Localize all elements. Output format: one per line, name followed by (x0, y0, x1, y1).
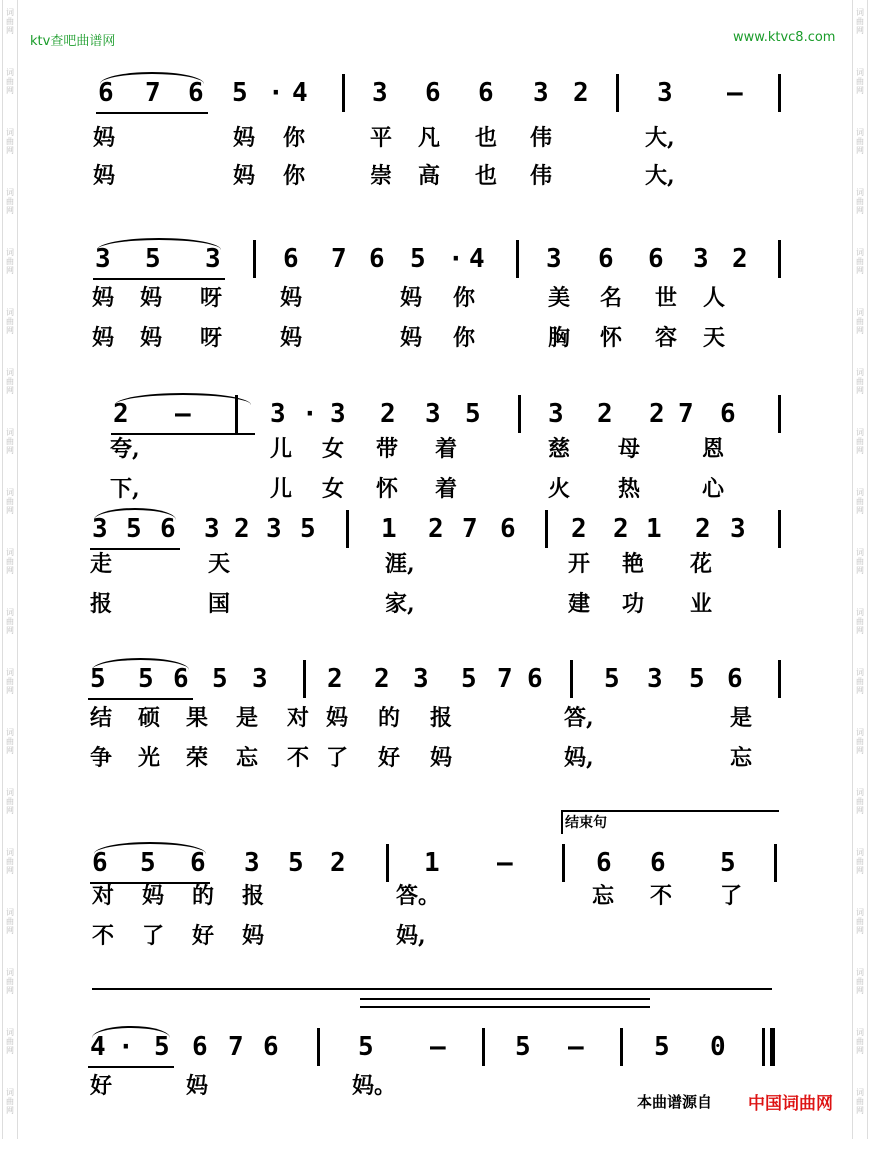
note: 5 (138, 664, 154, 694)
barline (778, 660, 781, 698)
lyric-verse-2: 妈 (242, 923, 265, 949)
note: 2 (113, 399, 129, 429)
site-url-right: www.ktvc8.com (733, 30, 836, 45)
lyric-verse-2: 你 (283, 163, 306, 189)
notes-line (0, 508, 869, 552)
lyric-verse-1: 不 (650, 883, 673, 909)
watermark-text: 词 曲 网 (856, 248, 864, 275)
lyric-verse-2: 妈 (400, 325, 423, 351)
barline (570, 660, 573, 698)
note: 1 (381, 514, 397, 544)
lyric-verse-1: 对 (287, 705, 310, 731)
note: 5 (126, 514, 142, 544)
note: 5 (232, 78, 248, 108)
augmentation-dot: · (302, 399, 318, 429)
watermark-text: 词 曲 网 (6, 188, 14, 215)
note: 6 (650, 848, 666, 878)
note: 7 (497, 664, 513, 694)
note: 2 (732, 244, 748, 274)
note: 3 (693, 244, 709, 274)
slur (97, 238, 221, 250)
watermark-text: 词 曲 网 (856, 788, 864, 815)
note: 6 (478, 78, 494, 108)
lyric-verse-1: 答, (564, 705, 594, 731)
watermark-text: 词 曲 网 (6, 608, 14, 635)
note: 2 (380, 399, 396, 429)
watermark-text: 词 曲 网 (6, 788, 14, 815)
source-label: 本曲谱源自 (637, 1093, 713, 1111)
lyric-verse-1: 妈 (142, 883, 165, 909)
lyric-verse-1: 妈 (326, 705, 349, 731)
watermark-text: 词 曲 网 (6, 248, 14, 275)
barline (386, 844, 389, 882)
lyric-verse-1: 是 (236, 705, 259, 731)
score-row (0, 393, 869, 525)
note: 3 (266, 514, 282, 544)
sustain-line (360, 998, 650, 1000)
lyric-verse-2: 妈, (396, 923, 426, 949)
lyric-verse-1: 艳 (622, 551, 645, 577)
note: 3 (205, 244, 221, 274)
source-site: 中国词曲网 (748, 1094, 833, 1114)
note: 6 (500, 514, 516, 544)
lyric-verse-1: 恩 (702, 436, 725, 462)
watermark-text: 词 曲 网 (856, 668, 864, 695)
lyric-verse-2: 妈 (92, 325, 115, 351)
note: 3 (425, 399, 441, 429)
augmentation-dot: · (268, 78, 284, 108)
lyric-verse-1: 夸, (110, 436, 140, 462)
barline (516, 240, 519, 278)
lyric-verse-2: 心 (702, 476, 725, 502)
lyric-verse-1: 的 (378, 705, 401, 731)
note: 5 (604, 664, 620, 694)
lyric-verse-2: 下, (110, 476, 140, 502)
note: 5 (140, 848, 156, 878)
barline (778, 74, 781, 112)
note: 6 (369, 244, 385, 274)
notes-line (0, 842, 869, 886)
note: 3 (244, 848, 260, 878)
beam-underline (96, 112, 208, 114)
barline (562, 844, 565, 882)
lyric-verse-1: 硕 (138, 705, 161, 731)
watermark-text: 词 曲 网 (6, 1028, 14, 1055)
beam-underline (90, 548, 180, 550)
note: 5 (145, 244, 161, 274)
barline (482, 1028, 485, 1066)
lyric-verse-1: 好 (90, 1073, 113, 1099)
slur (94, 842, 206, 854)
score-row (0, 1026, 869, 1158)
lyric-verse-1: 儿 (270, 436, 293, 462)
watermark-text: 词 曲 网 (6, 68, 14, 95)
note: 5 (410, 244, 426, 274)
note: 5 (154, 1032, 170, 1062)
note: 3 (548, 399, 564, 429)
lyric-verse-1: 的 (192, 883, 215, 909)
lyric-verse-1: 平 (370, 125, 393, 151)
notes-line (0, 1026, 869, 1070)
lyric-verse-2: 业 (690, 591, 713, 617)
watermark-text: 词 曲 网 (6, 8, 14, 35)
lyric-verse-1: 走 (90, 551, 113, 577)
note: 2 (234, 514, 250, 544)
slur (92, 658, 189, 670)
lyric-verse-2: 女 (322, 476, 345, 502)
lyric-verse-2: 建 (568, 591, 591, 617)
lyric-verse-2: 容 (655, 325, 678, 351)
lyric-verse-1: 报 (242, 883, 265, 909)
lyric-verse-2: 儿 (270, 476, 293, 502)
note: 6 (190, 848, 206, 878)
lyric-verse-1: 结 (90, 705, 113, 731)
beam-underline (111, 433, 255, 435)
extension-dash: — (727, 78, 743, 108)
lyric-verse-1: 也 (475, 125, 498, 151)
note: 1 (424, 848, 440, 878)
note: 3 (252, 664, 268, 694)
note: 3 (546, 244, 562, 274)
sustain-line (360, 1006, 650, 1008)
watermark-text: 词 曲 网 (856, 908, 864, 935)
barline (545, 510, 548, 548)
slur (100, 72, 204, 84)
lyric-verse-2: 妈 (140, 325, 163, 351)
note: 4 (90, 1032, 106, 1062)
note: 6 (98, 78, 114, 108)
note: 3 (372, 78, 388, 108)
lyric-verse-2: 了 (326, 745, 349, 771)
lyric-verse-2: 争 (90, 745, 113, 771)
watermark-text: 词 曲 网 (6, 848, 14, 875)
note: 0 (710, 1032, 726, 1062)
note: 3 (95, 244, 111, 274)
score-row (0, 508, 869, 640)
lyric-verse-1: 凡 (418, 125, 441, 151)
lyric-verse-2: 也 (475, 163, 498, 189)
note: 4 (469, 244, 485, 274)
note: 3 (92, 514, 108, 544)
beam-underline (93, 278, 225, 280)
watermark-text: 词 曲 网 (6, 908, 14, 935)
lyric-verse-2: 火 (548, 476, 571, 502)
score-row (0, 72, 869, 204)
watermark-text: 词 曲 网 (856, 488, 864, 515)
extension-dash: — (430, 1032, 446, 1062)
lyric-verse-2: 荣 (186, 745, 209, 771)
watermark-text: 词 曲 网 (856, 968, 864, 995)
watermark-text: 词 曲 网 (856, 728, 864, 755)
watermark-text: 词 曲 网 (856, 548, 864, 575)
augmentation-dot: · (448, 244, 464, 274)
lyric-verse-2: 家, (385, 591, 415, 617)
final-barline-thick (770, 1028, 775, 1066)
lyric-verse-2: 热 (618, 476, 641, 502)
lyric-verse-1: 对 (92, 883, 115, 909)
lyric-verse-1: 妈 (140, 285, 163, 311)
lyric-verse-1: 伟 (530, 125, 553, 151)
lyric-verse-1: 妈 (400, 285, 423, 311)
watermark-text: 词 曲 网 (856, 308, 864, 335)
lyric-verse-2: 妈 (430, 745, 453, 771)
note: 6 (648, 244, 664, 274)
note: 6 (160, 514, 176, 544)
lyric-verse-2: 忘 (730, 745, 753, 771)
watermark-text: 词 曲 网 (6, 968, 14, 995)
note: 6 (598, 244, 614, 274)
final-barline-thin (762, 1028, 765, 1066)
extension-dash: — (175, 399, 191, 429)
note: 3 (330, 399, 346, 429)
lyric-verse-1: 了 (720, 883, 743, 909)
score-row (0, 238, 869, 370)
ending-label: 结束句 (565, 815, 607, 831)
note: 3 (730, 514, 746, 544)
watermark-text: 词 曲 网 (856, 128, 864, 155)
note: 6 (425, 78, 441, 108)
lyric-verse-1: 慈 (548, 436, 571, 462)
lyric-verse-2: 天 (703, 325, 726, 351)
note: 7 (331, 244, 347, 274)
barline (317, 1028, 320, 1066)
note: 5 (212, 664, 228, 694)
lyric-verse-1: 妈 (186, 1073, 209, 1099)
lyric-verse-1: 名 (600, 285, 623, 311)
watermark-text: 词 曲 网 (856, 848, 864, 875)
lyric-verse-2: 胸 (548, 325, 571, 351)
lyric-verse-2: 报 (90, 591, 113, 617)
note: 2 (330, 848, 346, 878)
lyric-verse-2: 妈, (564, 745, 594, 771)
barline (616, 74, 619, 112)
note: 3 (204, 514, 220, 544)
lyric-verse-1: 大, (645, 125, 675, 151)
watermark-text: 词 曲 网 (6, 308, 14, 335)
lyric-verse-1: 带 (376, 436, 399, 462)
barline (518, 395, 521, 433)
barline (774, 844, 777, 882)
lyric-verse-1: 开 (568, 551, 591, 577)
note: 6 (192, 1032, 208, 1062)
lyric-verse-1: 花 (690, 551, 713, 577)
note: 5 (465, 399, 481, 429)
watermark-text: 词 曲 网 (6, 1088, 14, 1115)
note: 6 (188, 78, 204, 108)
lyric-verse-1: 是 (730, 705, 753, 731)
barline (778, 395, 781, 433)
barline (346, 510, 349, 548)
lyric-verse-1: 世 (655, 285, 678, 311)
watermark-text: 词 曲 网 (856, 608, 864, 635)
watermark-text: 词 曲 网 (6, 488, 14, 515)
note: 5 (90, 664, 106, 694)
watermark-text: 词 曲 网 (6, 728, 14, 755)
lyric-verse-1: 女 (322, 436, 345, 462)
note: 5 (654, 1032, 670, 1062)
barline (342, 74, 345, 112)
note: 5 (720, 848, 736, 878)
note: 7 (228, 1032, 244, 1062)
lyric-verse-2: 好 (378, 745, 401, 771)
lyric-verse-1: 报 (430, 705, 453, 731)
note: 2 (374, 664, 390, 694)
barline (778, 510, 781, 548)
note: 3 (270, 399, 286, 429)
slur (94, 508, 176, 520)
note: 6 (596, 848, 612, 878)
lyric-verse-1: 美 (548, 285, 571, 311)
note: 7 (678, 399, 694, 429)
note: 6 (263, 1032, 279, 1062)
watermark-text: 词 曲 网 (6, 428, 14, 455)
note: 3 (413, 664, 429, 694)
lyric-verse-1: 你 (453, 285, 476, 311)
lyric-verse-2: 伟 (530, 163, 553, 189)
lyric-verse-1: 妈 (280, 285, 303, 311)
augmentation-dot: · (118, 1032, 134, 1062)
notes-line (0, 72, 869, 116)
lyric-verse-2: 怀 (376, 476, 399, 502)
note: 5 (288, 848, 304, 878)
note: 2 (571, 514, 587, 544)
sustain-line (92, 988, 772, 990)
lyric-verse-2: 崇 (370, 163, 393, 189)
barline (303, 660, 306, 698)
slur (92, 1026, 170, 1038)
beam-underline (88, 1066, 174, 1068)
notes-line (0, 238, 869, 282)
lyric-verse-2: 呀 (200, 325, 223, 351)
lyric-verse-2: 不 (92, 923, 115, 949)
lyric-verse-1: 妈 (92, 285, 115, 311)
lyric-verse-2: 怀 (600, 325, 623, 351)
note: 6 (727, 664, 743, 694)
note: 5 (300, 514, 316, 544)
watermark-text: 词 曲 网 (856, 428, 864, 455)
lyric-verse-1: 忘 (592, 883, 615, 909)
site-name-left: ktv查吧曲谱网 (30, 34, 116, 49)
lyric-verse-2: 光 (138, 745, 161, 771)
note: 2 (649, 399, 665, 429)
note: 1 (646, 514, 662, 544)
barline (620, 1028, 623, 1066)
lyric-verse-1: 妈 (233, 125, 256, 151)
lyric-verse-2: 妈 (93, 163, 116, 189)
note: 6 (720, 399, 736, 429)
lyric-verse-2: 不 (287, 745, 310, 771)
lyric-verse-2: 忘 (236, 745, 259, 771)
lyric-verse-2: 好 (192, 923, 215, 949)
lyric-verse-1: 你 (283, 125, 306, 151)
note: 2 (327, 664, 343, 694)
watermark-text: 词 曲 网 (856, 1088, 864, 1115)
lyric-verse-1: 答。 (396, 883, 441, 909)
lyric-verse-1: 果 (186, 705, 209, 731)
note: 7 (462, 514, 478, 544)
note: 2 (573, 78, 589, 108)
lyric-verse-1: 妈。 (352, 1073, 397, 1099)
note: 6 (283, 244, 299, 274)
note: 5 (515, 1032, 531, 1062)
note: 2 (597, 399, 613, 429)
slur (115, 393, 251, 405)
barline (778, 240, 781, 278)
note: 3 (657, 78, 673, 108)
watermark-text: 词 曲 网 (6, 548, 14, 575)
lyric-verse-2: 功 (622, 591, 645, 617)
note: 2 (613, 514, 629, 544)
lyric-verse-1: 涯, (385, 551, 415, 577)
watermark-text: 词 曲 网 (856, 368, 864, 395)
note: 6 (92, 848, 108, 878)
score-row (0, 842, 869, 974)
note: 5 (461, 664, 477, 694)
watermark-text: 词 曲 网 (856, 1028, 864, 1055)
lyric-verse-1: 着 (435, 436, 458, 462)
watermark-text: 词 曲 网 (856, 8, 864, 35)
lyric-verse-2: 妈 (280, 325, 303, 351)
note: 2 (695, 514, 711, 544)
lyric-verse-2: 高 (418, 163, 441, 189)
notes-line (0, 393, 869, 437)
barline (253, 240, 256, 278)
lyric-verse-1: 天 (208, 551, 231, 577)
extension-dash: — (497, 848, 513, 878)
lyric-verse-2: 大, (645, 163, 675, 189)
watermark-text: 词 曲 网 (6, 668, 14, 695)
lyric-verse-2: 你 (453, 325, 476, 351)
lyric-verse-2: 妈 (233, 163, 256, 189)
extension-dash: — (568, 1032, 584, 1062)
lyric-verse-1: 人 (703, 285, 726, 311)
lyric-verse-2: 着 (435, 476, 458, 502)
lyric-verse-1: 妈 (93, 125, 116, 151)
note: 7 (145, 78, 161, 108)
score-row (0, 658, 869, 790)
lyric-verse-1: 呀 (200, 285, 223, 311)
watermark-text: 词 曲 网 (856, 188, 864, 215)
beam-underline (88, 698, 193, 700)
lyric-verse-2: 了 (142, 923, 165, 949)
note: 6 (173, 664, 189, 694)
lyric-verse-1: 母 (618, 436, 641, 462)
watermark-text: 词 曲 网 (6, 128, 14, 155)
notes-line (0, 658, 869, 702)
lyric-verse-2: 国 (208, 591, 231, 617)
note: 2 (428, 514, 444, 544)
watermark-text: 词 曲 网 (856, 68, 864, 95)
note: 4 (292, 78, 308, 108)
watermark-text: 词 曲 网 (6, 368, 14, 395)
note: 5 (689, 664, 705, 694)
note: 3 (533, 78, 549, 108)
note: 5 (358, 1032, 374, 1062)
note: 3 (647, 664, 663, 694)
note: 6 (527, 664, 543, 694)
